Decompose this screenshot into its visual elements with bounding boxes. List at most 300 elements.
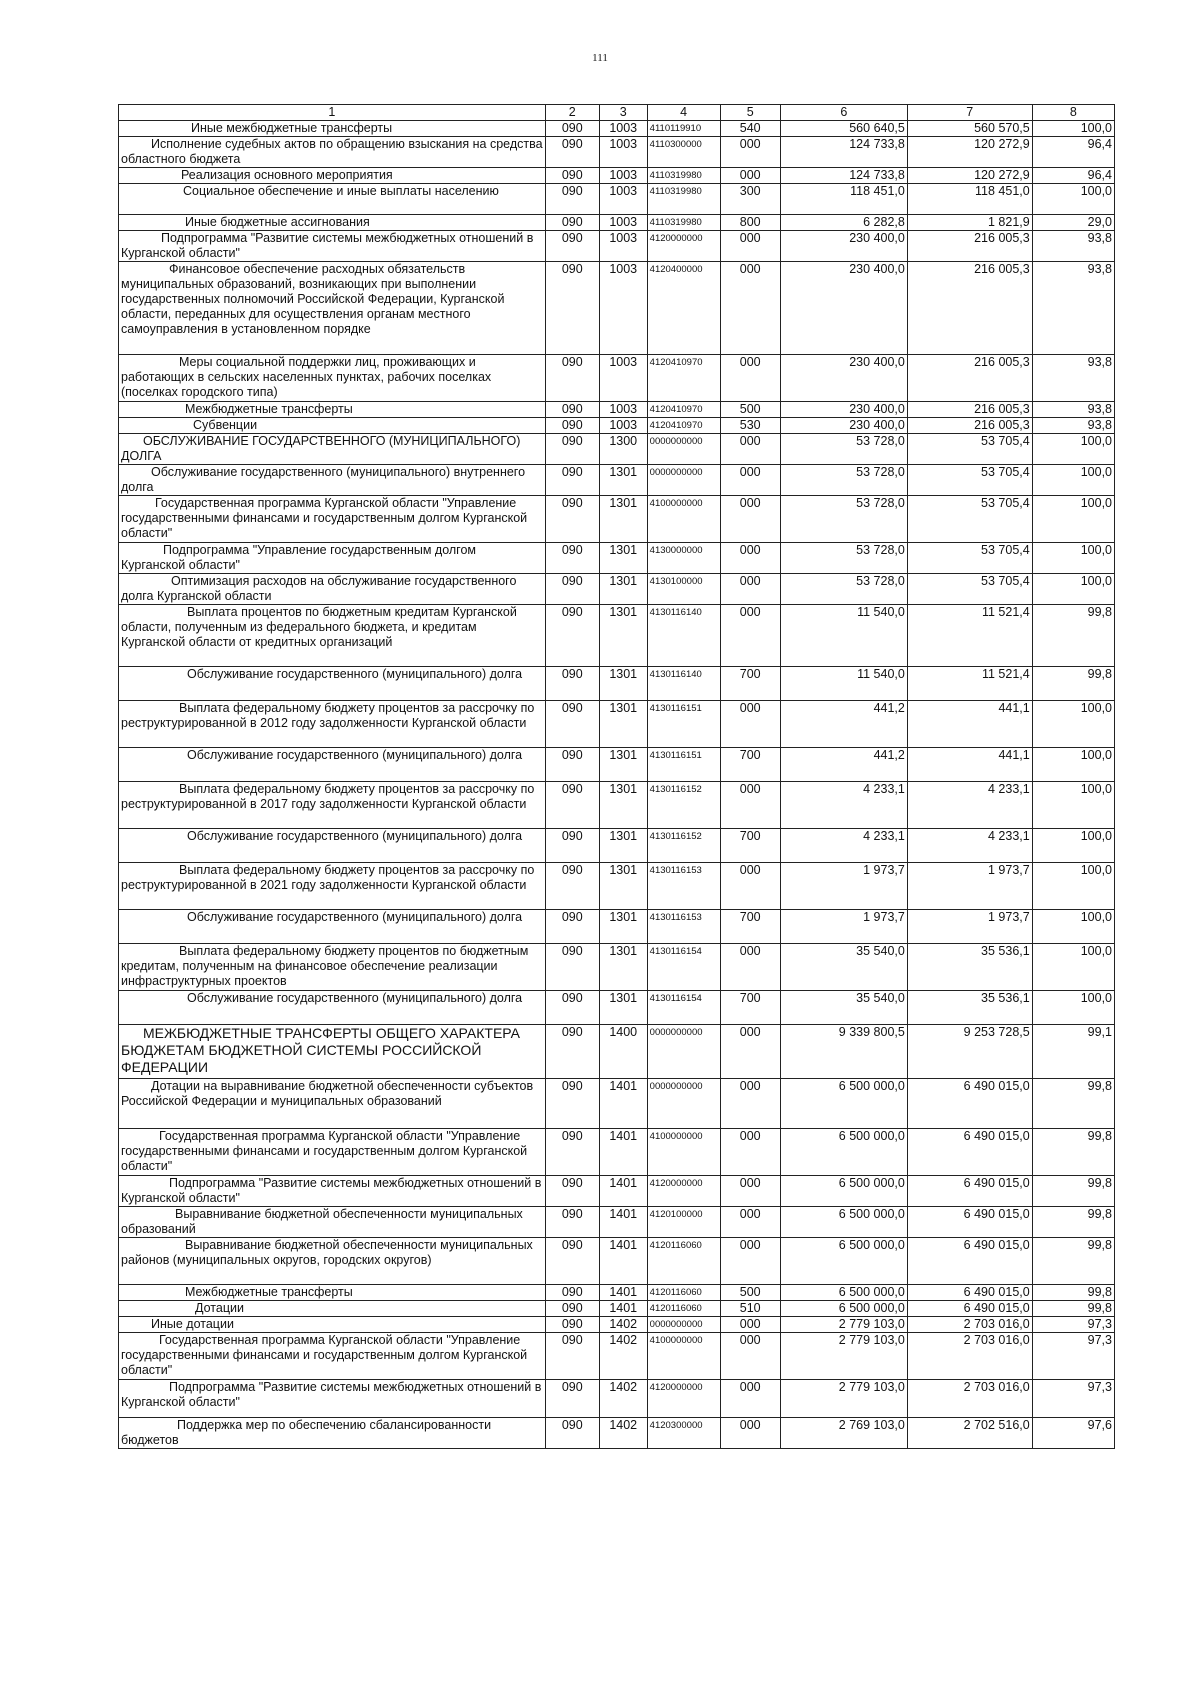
expense-type-code: 000 <box>720 605 780 667</box>
executed-amount: 9 253 728,5 <box>907 1025 1032 1079</box>
section-code: 1301 <box>599 543 647 574</box>
execution-percent: 100,0 <box>1032 121 1114 137</box>
grbs-code: 090 <box>545 1176 599 1207</box>
row-name <box>119 944 546 991</box>
executed-amount: 1 973,7 <box>907 863 1032 910</box>
execution-percent: 100,0 <box>1032 944 1114 991</box>
planned-amount: 53 728,0 <box>780 543 907 574</box>
row-name <box>119 465 546 496</box>
execution-percent: 99,1 <box>1032 1025 1114 1079</box>
section-code: 1401 <box>599 1285 647 1301</box>
table-row <box>119 605 1115 667</box>
row-name <box>119 215 546 231</box>
expense-type-code: 540 <box>720 121 780 137</box>
expense-type-code: 000 <box>720 168 780 184</box>
row-name-text: Оптимизация расходов на обслуживание государственного долга Курганской области <box>121 574 517 603</box>
target-article-code: 4120410970 <box>647 402 720 418</box>
executed-amount: 560 570,5 <box>907 121 1032 137</box>
target-article-code: 4130116151 <box>647 748 720 782</box>
execution-percent: 99,8 <box>1032 1238 1114 1285</box>
section-code: 1401 <box>599 1238 647 1285</box>
section-code: 1301 <box>599 701 647 748</box>
expense-type-code: 000 <box>720 1176 780 1207</box>
row-name-text: Обслуживание государственного (муниципального) долга <box>187 829 523 843</box>
expense-type-code: 800 <box>720 215 780 231</box>
table-row <box>119 121 1115 137</box>
grbs-code: 090 <box>545 1333 599 1380</box>
executed-amount: 6 490 015,0 <box>907 1285 1032 1301</box>
executed-amount: 1 821,9 <box>907 215 1032 231</box>
section-code: 1301 <box>599 605 647 667</box>
row-name-text: Обслуживание государственного (муниципального) долга <box>187 748 523 762</box>
executed-amount: 4 233,1 <box>907 782 1032 829</box>
planned-amount: 53 728,0 <box>780 434 907 465</box>
grbs-code: 090 <box>545 121 599 137</box>
row-name <box>119 1285 546 1301</box>
execution-percent: 29,0 <box>1032 215 1114 231</box>
table-row <box>119 231 1115 262</box>
row-name <box>119 829 546 863</box>
table-row <box>119 574 1115 605</box>
expense-type-code: 000 <box>720 1207 780 1238</box>
target-article-code: 4130100000 <box>647 574 720 605</box>
row-name <box>119 910 546 944</box>
section-code: 1003 <box>599 355 647 402</box>
executed-amount: 216 005,3 <box>907 418 1032 434</box>
expense-type-code: 510 <box>720 1301 780 1317</box>
target-article-code: 4110119910 <box>647 121 720 137</box>
planned-amount: 230 400,0 <box>780 418 907 434</box>
expense-type-code: 000 <box>720 574 780 605</box>
executed-amount: 53 705,4 <box>907 434 1032 465</box>
planned-amount: 124 733,8 <box>780 168 907 184</box>
table-row <box>119 748 1115 782</box>
grbs-code: 090 <box>545 605 599 667</box>
execution-percent: 99,8 <box>1032 1079 1114 1129</box>
grbs-code: 090 <box>545 355 599 402</box>
grbs-code: 090 <box>545 434 599 465</box>
column-header: 1 <box>119 105 546 121</box>
execution-percent: 97,3 <box>1032 1380 1114 1418</box>
table-row <box>119 1333 1115 1380</box>
table-row <box>119 829 1115 863</box>
planned-amount: 6 282,8 <box>780 215 907 231</box>
table-row <box>119 667 1115 701</box>
execution-percent: 99,8 <box>1032 667 1114 701</box>
grbs-code: 090 <box>545 1207 599 1238</box>
execution-percent: 100,0 <box>1032 748 1114 782</box>
planned-amount: 441,2 <box>780 748 907 782</box>
target-article-code: 4100000000 <box>647 1333 720 1380</box>
target-article-code: 4130116151 <box>647 701 720 748</box>
row-name <box>119 991 546 1025</box>
expense-type-code: 000 <box>720 1079 780 1129</box>
execution-percent: 93,8 <box>1032 402 1114 418</box>
planned-amount: 230 400,0 <box>780 231 907 262</box>
row-name <box>119 121 546 137</box>
grbs-code: 090 <box>545 1317 599 1333</box>
executed-amount: 35 536,1 <box>907 944 1032 991</box>
section-code: 1003 <box>599 418 647 434</box>
expense-type-code: 000 <box>720 137 780 168</box>
target-article-code: 0000000000 <box>647 434 720 465</box>
executed-amount: 11 521,4 <box>907 667 1032 701</box>
target-article-code: 4130116140 <box>647 605 720 667</box>
target-article-code: 4110319980 <box>647 215 720 231</box>
table-row <box>119 543 1115 574</box>
target-article-code: 0000000000 <box>647 1025 720 1079</box>
section-code: 1301 <box>599 574 647 605</box>
row-name <box>119 1317 546 1333</box>
section-code: 1401 <box>599 1301 647 1317</box>
table-row <box>119 137 1115 168</box>
row-name-text: Иные дотации <box>151 1317 234 1331</box>
executed-amount: 120 272,9 <box>907 137 1032 168</box>
expense-type-code: 000 <box>720 782 780 829</box>
target-article-code: 4120100000 <box>647 1207 720 1238</box>
row-name-text: Поддержка мер по обеспечению сбалансированности бюджетов <box>121 1418 492 1447</box>
execution-percent: 93,8 <box>1032 355 1114 402</box>
target-article-code: 0000000000 <box>647 465 720 496</box>
row-name-text: Обслуживание государственного (муниципального) долга <box>187 667 523 681</box>
grbs-code: 090 <box>545 1380 599 1418</box>
execution-percent: 99,8 <box>1032 1207 1114 1238</box>
row-name-text: Обслуживание государственного (муниципального) долга <box>187 991 523 1005</box>
column-header: 4 <box>647 105 720 121</box>
target-article-code: 4120000000 <box>647 231 720 262</box>
grbs-code: 090 <box>545 910 599 944</box>
table-row <box>119 215 1115 231</box>
section-code: 1003 <box>599 121 647 137</box>
section-code: 1003 <box>599 215 647 231</box>
row-name-text: Финансовое обеспечение расходных обязательств муниципальных образований, возникающих при выполнении государственных полномочий Российской Федерации, Курганской области, переданных для осуществления органам местного самоуправления в установленном порядке <box>121 262 505 336</box>
table-row <box>119 1380 1115 1418</box>
grbs-code: 090 <box>545 418 599 434</box>
planned-amount: 4 233,1 <box>780 782 907 829</box>
row-name-text: Подпрограмма "Развитие системы межбюджетных отношений в Курганской области" <box>121 231 534 260</box>
row-name-text: Подпрограмма "Развитие системы межбюджетных отношений в Курганской области" <box>121 1380 542 1409</box>
row-name <box>119 1176 546 1207</box>
execution-percent: 99,8 <box>1032 1285 1114 1301</box>
planned-amount: 441,2 <box>780 701 907 748</box>
table-row <box>119 910 1115 944</box>
row-name-text: Выплата федеральному бюджету процентов по бюджетным кредитам, полученным на финансовое обеспечение реализации инфраструктурных проектов <box>121 944 529 988</box>
grbs-code: 090 <box>545 1025 599 1079</box>
table-row <box>119 1317 1115 1333</box>
section-code: 1301 <box>599 667 647 701</box>
section-code: 1401 <box>599 1079 647 1129</box>
expense-type-code: 700 <box>720 667 780 701</box>
planned-amount: 53 728,0 <box>780 465 907 496</box>
target-article-code: 4110319980 <box>647 184 720 215</box>
expense-type-code: 000 <box>720 701 780 748</box>
table-row <box>119 863 1115 910</box>
row-name-text: ОБСЛУЖИВАНИЕ ГОСУДАРСТВЕННОГО (МУНИЦИПАЛЬНОГО) ДОЛГА <box>121 434 521 463</box>
table-row <box>119 402 1115 418</box>
section-code: 1003 <box>599 137 647 168</box>
expense-type-code: 500 <box>720 1285 780 1301</box>
target-article-code: 4100000000 <box>647 496 720 543</box>
expense-type-code: 000 <box>720 231 780 262</box>
target-article-code: 4130116154 <box>647 991 720 1025</box>
expense-type-code: 700 <box>720 829 780 863</box>
grbs-code: 090 <box>545 465 599 496</box>
grbs-code: 090 <box>545 402 599 418</box>
expense-type-code: 300 <box>720 184 780 215</box>
executed-amount: 53 705,4 <box>907 465 1032 496</box>
row-name <box>119 137 546 168</box>
target-article-code: 4120400000 <box>647 262 720 355</box>
section-code: 1301 <box>599 496 647 543</box>
row-name-text: Выплата федеральному бюджету процентов за рассрочку по реструктурированной в 2021 году задолженности Курганской области <box>121 863 535 892</box>
page-number: 111 <box>592 52 608 64</box>
row-name <box>119 418 546 434</box>
target-article-code: 4130116140 <box>647 667 720 701</box>
grbs-code: 090 <box>545 991 599 1025</box>
row-name-text: Исполнение судебных актов по обращению взыскания на средства областного бюджета <box>121 137 543 166</box>
planned-amount: 230 400,0 <box>780 355 907 402</box>
planned-amount: 118 451,0 <box>780 184 907 215</box>
column-header: 3 <box>599 105 647 121</box>
row-name <box>119 1418 546 1449</box>
row-name <box>119 1333 546 1380</box>
table-row <box>119 1079 1115 1129</box>
row-name-text: Иные межбюджетные трансферты <box>191 121 393 135</box>
execution-percent: 93,8 <box>1032 231 1114 262</box>
execution-percent: 100,0 <box>1032 496 1114 543</box>
expense-type-code: 000 <box>720 262 780 355</box>
row-name <box>119 231 546 262</box>
execution-percent: 100,0 <box>1032 782 1114 829</box>
target-article-code: 4130116154 <box>647 944 720 991</box>
execution-percent: 100,0 <box>1032 829 1114 863</box>
table-row <box>119 418 1115 434</box>
row-name <box>119 1025 546 1079</box>
budget-table <box>118 104 1115 1449</box>
execution-percent: 100,0 <box>1032 543 1114 574</box>
planned-amount: 2 779 103,0 <box>780 1333 907 1380</box>
row-name-text: Дотации на выравнивание бюджетной обеспеченности субъектов Российской Федерации и муниципальных образований <box>121 1079 534 1108</box>
section-code: 1003 <box>599 231 647 262</box>
planned-amount: 9 339 800,5 <box>780 1025 907 1079</box>
row-name <box>119 1380 546 1418</box>
column-header: 7 <box>907 105 1032 121</box>
grbs-code: 090 <box>545 944 599 991</box>
row-name-text: Выплата федеральному бюджету процентов за рассрочку по реструктурированной в 2012 году задолженности Курганской области <box>121 701 535 730</box>
target-article-code: 4120000000 <box>647 1380 720 1418</box>
executed-amount: 6 490 015,0 <box>907 1238 1032 1285</box>
planned-amount: 6 500 000,0 <box>780 1285 907 1301</box>
execution-percent: 96,4 <box>1032 168 1114 184</box>
executed-amount: 53 705,4 <box>907 496 1032 543</box>
grbs-code: 090 <box>545 184 599 215</box>
row-name <box>119 355 546 402</box>
expense-type-code: 000 <box>720 543 780 574</box>
row-name <box>119 574 546 605</box>
grbs-code: 090 <box>545 574 599 605</box>
row-name-text: Социальное обеспечение и иные выплаты населению <box>183 184 499 198</box>
table-row <box>119 1129 1115 1176</box>
executed-amount: 11 521,4 <box>907 605 1032 667</box>
section-code: 1003 <box>599 168 647 184</box>
row-name <box>119 1207 546 1238</box>
execution-percent: 100,0 <box>1032 701 1114 748</box>
row-name <box>119 1079 546 1129</box>
row-name-text: Субвенции <box>193 418 258 432</box>
target-article-code: 4120410970 <box>647 418 720 434</box>
grbs-code: 090 <box>545 543 599 574</box>
table-row <box>119 1301 1115 1317</box>
execution-percent: 93,8 <box>1032 418 1114 434</box>
grbs-code: 090 <box>545 1079 599 1129</box>
planned-amount: 6 500 000,0 <box>780 1238 907 1285</box>
section-code: 1300 <box>599 434 647 465</box>
planned-amount: 230 400,0 <box>780 262 907 355</box>
execution-percent: 93,8 <box>1032 262 1114 355</box>
table-row <box>119 168 1115 184</box>
grbs-code: 090 <box>545 748 599 782</box>
row-name-text: Меры социальной поддержки лиц, проживающих и работающих в сельских населенных пунктах, рабочих поселках (поселках городского типа) <box>121 355 492 399</box>
table-row <box>119 991 1115 1025</box>
grbs-code: 090 <box>545 168 599 184</box>
target-article-code: 4120116060 <box>647 1301 720 1317</box>
execution-percent: 100,0 <box>1032 863 1114 910</box>
expense-type-code: 000 <box>720 1129 780 1176</box>
expense-type-code: 500 <box>720 402 780 418</box>
grbs-code: 090 <box>545 782 599 829</box>
section-code: 1003 <box>599 402 647 418</box>
expense-type-code: 000 <box>720 1380 780 1418</box>
expense-type-code: 000 <box>720 944 780 991</box>
grbs-code: 090 <box>545 863 599 910</box>
row-name-text: Выплата федеральному бюджету процентов за рассрочку по реструктурированной в 2017 году задолженности Курганской области <box>121 782 535 811</box>
section-code: 1003 <box>599 262 647 355</box>
expense-type-code: 000 <box>720 434 780 465</box>
planned-amount: 11 540,0 <box>780 667 907 701</box>
target-article-code: 4120116060 <box>647 1285 720 1301</box>
executed-amount: 216 005,3 <box>907 231 1032 262</box>
executed-amount: 6 490 015,0 <box>907 1301 1032 1317</box>
section-code: 1402 <box>599 1380 647 1418</box>
row-name-text: Выравнивание бюджетной обеспеченности муниципальных образований <box>121 1207 523 1236</box>
planned-amount: 6 500 000,0 <box>780 1129 907 1176</box>
section-code: 1402 <box>599 1333 647 1380</box>
row-name-text: Обслуживание государственного (муниципального) долга <box>187 910 523 924</box>
row-name-text: Межбюджетные трансферты <box>185 1285 353 1299</box>
executed-amount: 35 536,1 <box>907 991 1032 1025</box>
row-name-text: Обслуживание государственного (муниципального) внутреннего долга <box>121 465 526 494</box>
planned-amount: 6 500 000,0 <box>780 1079 907 1129</box>
row-name-text: Государственная программа Курганской области "Управление государственными финансами и государственным долгом Курганской области" <box>121 496 528 540</box>
planned-amount: 53 728,0 <box>780 574 907 605</box>
execution-percent: 97,6 <box>1032 1418 1114 1449</box>
table-row <box>119 496 1115 543</box>
executed-amount: 6 490 015,0 <box>907 1079 1032 1129</box>
target-article-code: 4120116060 <box>647 1238 720 1285</box>
row-name-text: Иные бюджетные ассигнования <box>185 215 370 229</box>
target-article-code: 4110300000 <box>647 137 720 168</box>
executed-amount: 216 005,3 <box>907 262 1032 355</box>
planned-amount: 6 500 000,0 <box>780 1176 907 1207</box>
table-row <box>119 1238 1115 1285</box>
planned-amount: 230 400,0 <box>780 402 907 418</box>
row-name <box>119 1238 546 1285</box>
executed-amount: 2 703 016,0 <box>907 1317 1032 1333</box>
section-code: 1003 <box>599 184 647 215</box>
expense-type-code: 700 <box>720 910 780 944</box>
row-name-text: Межбюджетные трансферты <box>185 402 353 416</box>
planned-amount: 2 779 103,0 <box>780 1380 907 1418</box>
executed-amount: 216 005,3 <box>907 355 1032 402</box>
table-row <box>119 465 1115 496</box>
table-row <box>119 1285 1115 1301</box>
expense-type-code: 000 <box>720 1238 780 1285</box>
table-row <box>119 782 1115 829</box>
row-name-text: Реализация основного мероприятия <box>181 168 393 182</box>
table-row <box>119 1176 1115 1207</box>
row-name-text: Государственная программа Курганской области "Управление государственными финансами и государственным долгом Курганской области" <box>121 1129 528 1173</box>
expense-type-code: 700 <box>720 748 780 782</box>
target-article-code: 4130116153 <box>647 910 720 944</box>
executed-amount: 6 490 015,0 <box>907 1207 1032 1238</box>
grbs-code: 090 <box>545 137 599 168</box>
target-article-code: 0000000000 <box>647 1079 720 1129</box>
execution-percent: 99,8 <box>1032 1129 1114 1176</box>
grbs-code: 090 <box>545 1418 599 1449</box>
row-name <box>119 748 546 782</box>
row-name <box>119 1301 546 1317</box>
expense-type-code: 000 <box>720 355 780 402</box>
planned-amount: 11 540,0 <box>780 605 907 667</box>
row-name <box>119 605 546 667</box>
expense-type-code: 000 <box>720 863 780 910</box>
execution-percent: 100,0 <box>1032 574 1114 605</box>
row-name-text: Государственная программа Курганской области "Управление государственными финансами и государственным долгом Курганской области" <box>121 1333 528 1377</box>
row-name-text: Выплата процентов по бюджетным кредитам Курганской области, полученным из федерального бюджета, и кредитам Курганской области от кредитных организаций <box>121 605 517 649</box>
planned-amount: 1 973,7 <box>780 863 907 910</box>
table-row <box>119 944 1115 991</box>
planned-amount: 2 769 103,0 <box>780 1418 907 1449</box>
section-code: 1402 <box>599 1418 647 1449</box>
expense-type-code: 000 <box>720 1025 780 1079</box>
row-name <box>119 863 546 910</box>
expense-type-code: 530 <box>720 418 780 434</box>
executed-amount: 6 490 015,0 <box>907 1176 1032 1207</box>
executed-amount: 2 702 516,0 <box>907 1418 1032 1449</box>
table-row <box>119 355 1115 402</box>
section-code: 1301 <box>599 944 647 991</box>
row-name-text: Дотации <box>195 1301 244 1315</box>
row-name <box>119 434 546 465</box>
target-article-code: 4120000000 <box>647 1176 720 1207</box>
section-code: 1401 <box>599 1176 647 1207</box>
grbs-code: 090 <box>545 701 599 748</box>
column-header: 6 <box>780 105 907 121</box>
target-article-code: 0000000000 <box>647 1317 720 1333</box>
table-row <box>119 1207 1115 1238</box>
target-article-code: 4130116153 <box>647 863 720 910</box>
executed-amount: 2 703 016,0 <box>907 1380 1032 1418</box>
executed-amount: 120 272,9 <box>907 168 1032 184</box>
executed-amount: 216 005,3 <box>907 402 1032 418</box>
executed-amount: 118 451,0 <box>907 184 1032 215</box>
target-article-code: 4130116152 <box>647 829 720 863</box>
execution-percent: 97,3 <box>1032 1317 1114 1333</box>
section-code: 1402 <box>599 1317 647 1333</box>
expense-type-code: 000 <box>720 496 780 543</box>
planned-amount: 560 640,5 <box>780 121 907 137</box>
grbs-code: 090 <box>545 667 599 701</box>
